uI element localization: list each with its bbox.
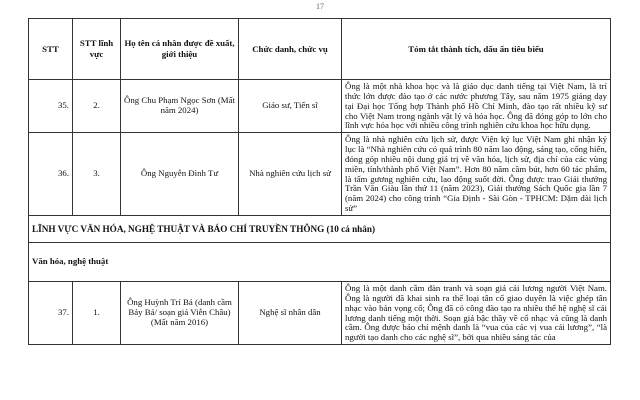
cell-summary: Ông là một nhà khoa học và là giáo dục danh tiếng tại Việt Nam, là trí thức lớn được đào tạo ở các nước phương Tây, sau năm 1975 giảng dạy tại Đại học Tổng hợp Thành phố Hồ Chí Minh, đào tạo rất nhiều kỹ sư cho Việt Nam trong ngành vật lý và hóa học. Ông đã đóng góp to lớn cho lĩnh vực hóa học với nhiều công trình nghiên cứu khoa học hữu dụng. xyxy=(342,80,611,133)
table-row xyxy=(29,133,611,216)
cell-name: Ông Chu Phạm Ngọc Sơn (Mất năm 2024) xyxy=(121,80,239,133)
cell-summary: Ông là một danh cầm đàn tranh và soạn giả cải lương người Việt Nam. Ông là người đã khai sinh ra thể loại tân cổ giao duyên là việc ghép tân nhạc vào bản vọng cổ; Ông đã có công đào tạo ra nhiều thế hệ nghệ sĩ cải lương danh tiếng một thời. Soạn giả bậc thầy về cổ nhạc và cũng là danh cầm. Ông được báo chí mệnh danh là “vua của các vị vua cải lương”, “là người tạo danh cho các nghệ sĩ”, bởi qua nhiều sáng tác của xyxy=(342,281,611,344)
header-name: Họ tên cá nhân được đề xuất, giới thiệu xyxy=(121,19,239,80)
section-title: LĨNH VỰC VĂN HÓA, NGHỆ THUẬT VÀ BÁO CHÍ TRUYỀN THÔNG (10 cá nhân) xyxy=(29,215,611,242)
cell-stt-field: 2. xyxy=(73,80,121,133)
subsection-title: Văn hóa, nghệ thuật xyxy=(29,242,611,281)
cell-name: Ông Huỳnh Trí Bá (danh cầm Bảy Bá/ soạn giả Viễn Châu) (Mất năm 2016) xyxy=(121,281,239,344)
cell-stt-field: 3. xyxy=(73,133,121,216)
achievement-table xyxy=(28,18,611,345)
cell-stt: 35. xyxy=(29,80,73,133)
table-row xyxy=(29,80,611,133)
table-row xyxy=(29,281,611,344)
cell-stt-field: 1. xyxy=(73,281,121,344)
header-stt-field: STT lĩnh vực xyxy=(73,19,121,80)
page-number: 17 xyxy=(316,2,324,11)
cell-stt: 37. xyxy=(29,281,73,344)
cell-title: Nhà nghiên cứu lịch sử xyxy=(239,133,342,216)
cell-stt: 36. xyxy=(29,133,73,216)
header-summary: Tóm tắt thành tích, dấu ấn tiêu biểu xyxy=(342,19,611,80)
table-header-row xyxy=(29,19,611,80)
cell-title: Giáo sư, Tiến sĩ xyxy=(239,80,342,133)
cell-name: Ông Nguyễn Đình Tư xyxy=(121,133,239,216)
cell-summary: Ông là nhà nghiên cứu lịch sử, được Viện kỷ lục Việt Nam ghi nhận kỷ lục là “Nhà nghiên cứu có quá trình 80 năm lao động, sáng tạo, cống hiến, đóng góp nhiều nội dung giá trị về văn hóa, lịch sử, địa chí của các vùng miền, tỉnh/thành phố Việt Nam”. Hơn 80 năm cầm bút, hơn 60 tác phẩm, là tấm gương nghiên cứu, lao động suốt đời. Ông được trao Giải thưởng Trần Văn Giàu lần thứ 11 (năm 2023), Giải thưởng Sách Quốc gia lần 7 (năm 2024) cho công trình “Gia Định - Sài Gòn - TPHCM: Dặm dài lịch sử” xyxy=(342,133,611,216)
header-stt: STT xyxy=(29,19,73,80)
header-title: Chức danh, chức vụ xyxy=(239,19,342,80)
subsection-heading-row xyxy=(29,242,611,281)
section-heading-row xyxy=(29,215,611,242)
cell-title: Nghệ sĩ nhân dân xyxy=(239,281,342,344)
